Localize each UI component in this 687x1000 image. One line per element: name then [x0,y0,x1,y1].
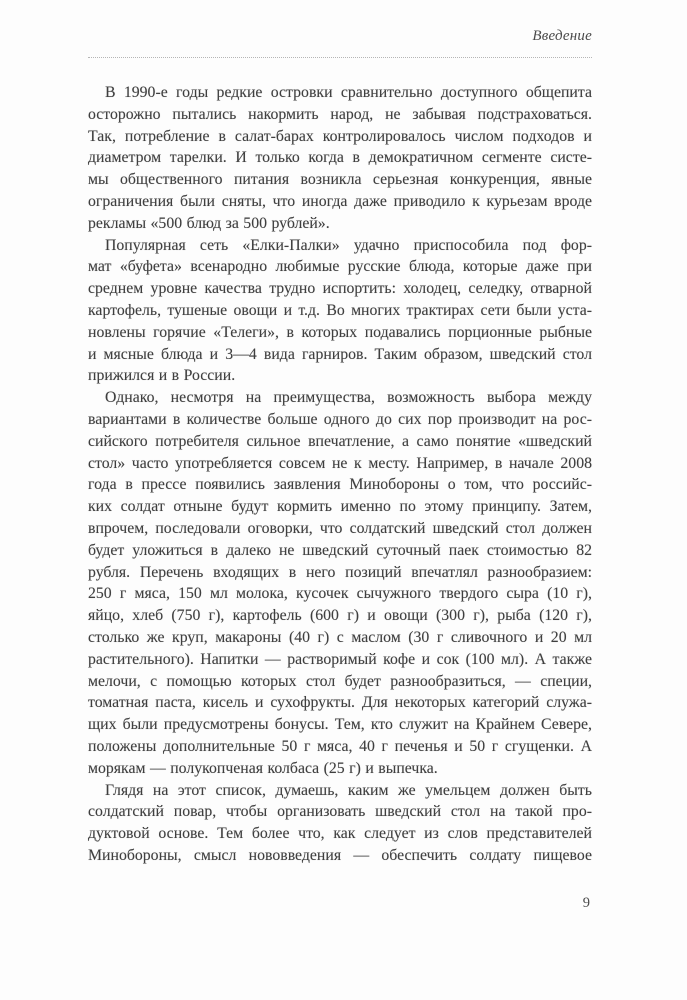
text-line: растительного). Напитки — растворимый кофе и сок (100 мл). А также [88,650,592,668]
text-line: будет уложиться в далеко не шведский суточный паек стоимостью 82 [88,541,592,559]
text-line: Глядя на этот список, думаешь, каким же умельцем должен быть [105,781,592,799]
text-line: Однако, несмотря на преимущества, возможность выбора между [105,389,592,407]
text-line: Минобороны, смысл нововведения — обеспечить солдату пищевое [88,846,592,864]
page-number: 9 [582,894,590,911]
text-line: среднем уровне качества трудно испортить: холодец, селедку, отварной [88,280,592,298]
text-line: томатная паста, кисель и сухофрукты. Для некоторых категорий служа- [88,694,592,712]
running-header-title: Введение [532,28,592,44]
text-line: осторожно пытались накормить народ, не забывая подстраховаться. [88,105,592,123]
text-line: яйцо, хлеб (750 г), картофель (600 г) и овощи (300 г), рыба (120 г), [88,607,592,625]
text-line: В 1990-е годы редкие островки сравнительно доступного общепита [105,84,592,101]
text-line: диаметром тарелки. И только когда в демократичном сегменте систе- [88,149,592,167]
text-line: морякам — полукопченая колбаса (25 г) и выпечка. [88,759,438,777]
header-rule-divider [88,57,592,58]
text-line: щих были предусмотрены бонусы. Тем, кто служит на Крайнем Севере, [88,716,592,734]
page-content [88,0,592,912]
text-line: прижился и в России. [88,367,236,385]
text-line: новлены горячие «Телеги», в которых подавались порционные рыбные [88,323,592,341]
text-line: ограничения были сняты, что иногда даже приводило к курьезам вроде [88,192,592,210]
text-line: картофель, тушеные овощи и т.д. Во многих трактирах сети были уста- [88,301,592,319]
text-line: рубля. Перечень входящих в него позиций впечатлял разнообразием: [88,563,592,581]
text-line: Так, потребление в салат-барах контролировалось числом подходов и [88,127,592,145]
text-line: солдатский повар, чтобы организовать шведский стол на такой про- [88,803,592,821]
text-line: мы общественного питания возникла серьезная конкуренция, явные [88,171,592,189]
text-line: Популярная сеть «Елки-Палки» удачно приспособила под фор- [105,236,592,254]
text-line: 250 г мяса, 150 мл молока, кусочек сычужного твердого сыра (10 г), [88,585,592,603]
text-line: столько же круп, макароны (40 г) с маслом (30 г сливочного и 20 мл [88,628,592,646]
text-line: мат «буфета» всенародно любимые русские блюда, которые даже при [88,258,592,276]
text-line: дуктовой основе. Тем более что, как следует из слов представителей [88,825,592,843]
text-line: года в прессе появились заявления Минобороны о том, что российс- [88,476,592,494]
text-line: и мясные блюда и 3—4 вида гарниров. Таким образом, шведский стол [88,345,592,363]
text-line: положены дополнительные 50 г мяса, 40 г печенья и 50 г сгущенки. А [88,737,592,755]
text-line: мелочи, с помощью которых стол будет разнообразиться, — специи, [88,672,592,690]
text-line: вариантами в количестве больше одного до сих пор производит на рос- [88,410,592,428]
text-line: рекламы «500 блюд за 500 рублей». [88,214,330,232]
page-body [88,82,592,867]
text-line: впрочем, последовали оговорки, что солдатский шведский стол должен [88,519,592,537]
text-line: сийского потребителя сильное впечатление, а само понятие «шведский [88,432,592,450]
text-line: стол» часто употребляется совсем не к месту. Например, в начале 2008 [88,454,592,472]
text-line: ких солдат отныне будут кормить именно по этому принципу. Затем, [88,498,592,516]
